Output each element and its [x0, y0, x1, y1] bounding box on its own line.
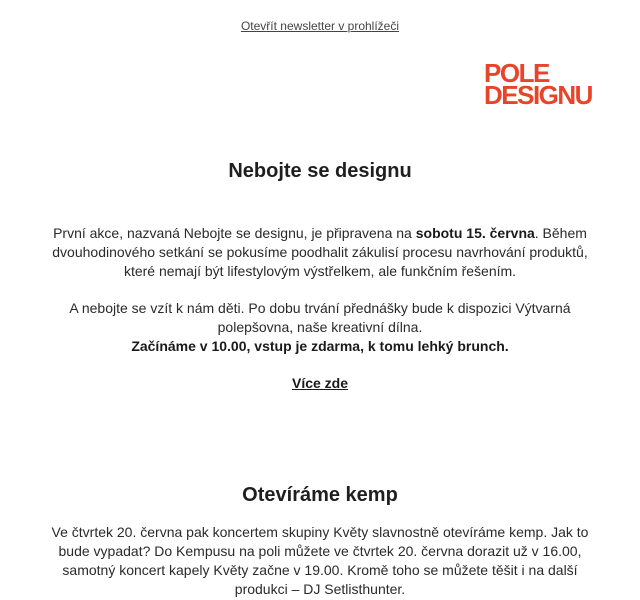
para1-text-end: . Během dvouhodinového setkání se pokusíme poodhalit zákulisí procesu navrhování produktů, které nemají být lifestylovým výstřelkem, ale funkčním řešením. [52, 225, 588, 279]
para1-date: sobotu 15. června [415, 225, 535, 241]
view-in-browser-link[interactable]: Otevřít newsletter v prohlížeči [240, 19, 400, 33]
more-info-link[interactable]: Více zde [291, 375, 349, 391]
section-title-nebojte: Nebojte se designu [228, 160, 412, 182]
logo-line-2: DESIGNU [484, 80, 592, 110]
para1-text-start: První akce, nazvaná Nebojte se designu, je připravena na [53, 225, 416, 241]
section1-paragraph-2 [40, 299, 600, 356]
section-title-kemp: Otevíráme kemp [242, 484, 398, 506]
pole-designu-logo[interactable] [484, 58, 614, 110]
para2-bold-text: Začínáme v 10.00, vstup je zdarma, k tomu lehký brunch. [131, 338, 509, 354]
logo-line-1: POLE [484, 58, 549, 88]
section2-paragraph: Ve čtvrtek 20. června pak koncertem skupiny Květy slavnostně otevíráme kemp. Jak to bude vypadat? Do Kempusu na poli můžete ve čtvrtek 20. června dorazit už v 16.00, samotný koncert kapely Květy začne v 19.00. Kromě toho se můžete těšit i na další produkci – DJ Setlisthunter. [51, 524, 589, 597]
section1-paragraph-1 [40, 224, 600, 281]
para2-text: A nebojte se vzít k nám děti. Po dobu trvání přednášky bude k dispozici Výtvarná polepšovna, naše kreativní dílna. [69, 300, 571, 335]
